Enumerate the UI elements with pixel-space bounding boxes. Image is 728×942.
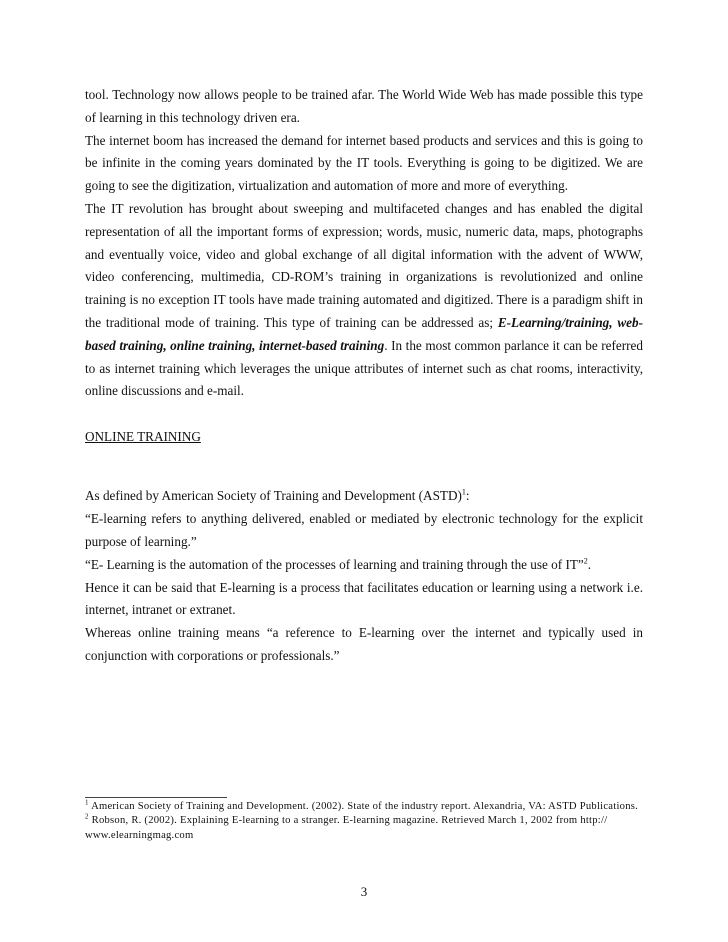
paragraph-3-text-before: The IT revolution has brought about sweeping and multifaceted changes and has enabled the digital representation of all the important forms of expression; words, music, numeric data, maps, photographs and eventually voice, video and global exchange of all digital information with the advent of WWW, video conferencing, multimedia, CD-ROM’s training in organizations is revolutionized and online training is no exception IT tools have made training automated and digitized. There is a paradigm shift in the traditional mode of training. This type of training can be addressed as;	[85, 200, 643, 330]
footnote-separator	[85, 797, 227, 798]
definition-intro-suffix: :	[465, 488, 470, 504]
definition-intro-text: As defined by American Society of Training and Development (ASTD)	[85, 488, 462, 504]
footnote-ref-1: 1	[461, 488, 466, 498]
body-text	[85, 84, 643, 668]
paragraph-2-text: The internet boom has increased the demand for internet based products and services and this is going to be infinite in the coming years dominated by the IT tools. Everything is going to be digitized. We are going to see the digitization, virtualization and automation of more and more of everything.	[85, 132, 643, 194]
page-number: 3	[360, 884, 368, 899]
paragraph-3-emphasis: E-Learning/training, web-based training, online training, internet-based training	[85, 314, 644, 353]
paragraph-3	[85, 198, 643, 403]
footnotes	[85, 800, 643, 843]
footnote-2	[85, 814, 643, 843]
paragraph-1: tool. Technology now allows people to be trained afar. The World Wide Web has made possible this type of learning in this technology driven era.	[85, 87, 643, 125]
paragraph-hence: Hence it can be said that E-learning is a process that facilitates education or learning using a network i.e. internet, intranet or extranet.	[85, 579, 643, 618]
quote-2	[85, 554, 643, 577]
footnote-2-text: Robson, R. (2002). Explaining E-learning to a stranger. E-learning magazine. Retrieved March 1, 2002 from http:// www.elearningmag.com	[85, 815, 608, 841]
quote-2-text: “E- Learning is the automation of the processes of learning and training through the use of IT”	[85, 556, 584, 572]
definition-intro	[85, 485, 643, 508]
quote-2-suffix: .	[587, 556, 592, 572]
paragraph-3-text-after: . In the most common parlance it can be referred to as internet training which leverages the unique attributes of internet such as chat rooms, interactivity, online discussions and e-mail.	[85, 337, 643, 399]
footnote-1-text: American Society of Training and Development. (2002). State of the industry report. Alexandria, VA: ASTD Publications.	[88, 801, 639, 812]
paragraph-whereas: Whereas online training means “a reference to E-learning over the internet and typically used in conjunction with corporations or professionals.”	[85, 625, 643, 664]
footnote-1	[85, 800, 643, 814]
footnote-ref-2: 2	[583, 556, 588, 566]
footnote-1-marker: 1	[85, 798, 89, 807]
paragraph-2	[85, 130, 643, 198]
footnote-2-marker: 2	[85, 812, 89, 821]
section-heading: ONLINE TRAINING	[85, 428, 201, 444]
quote-1: “E-learning refers to anything delivered, enabled or mediated by electronic technology for the explicit purpose of learning.”	[85, 511, 643, 550]
